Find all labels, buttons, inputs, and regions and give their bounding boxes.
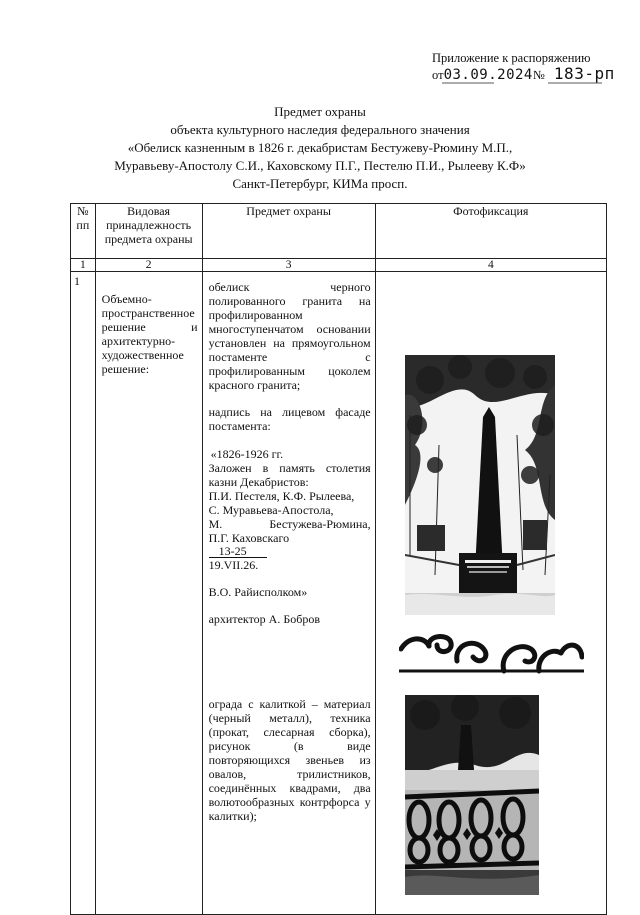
title-line-2: объекта культурного наследия федерального значения — [170, 122, 470, 137]
inscription-line: М. Бестужева-Рюмина, — [208, 517, 371, 531]
appendix-block — [432, 51, 632, 86]
column-number-row — [71, 259, 607, 272]
row-type-cell — [95, 272, 202, 915]
row-photo-cell — [375, 272, 606, 915]
appendix-underline — [442, 80, 622, 86]
inscription-line: С. Муравьева-Апостола, — [208, 503, 334, 517]
header-photo: Фотофиксация — [375, 204, 606, 259]
inscription-line: П.И. Пестеля, К.Ф. Рылеева, — [208, 489, 355, 503]
col-number-3: 3 — [202, 259, 375, 272]
inscription-line: 19.VII.26. — [208, 558, 259, 572]
inscription-line: 13-25 — [209, 545, 267, 558]
col-number-4: 4 — [375, 259, 606, 272]
header-type: Видовая принадлежность предмета охраны — [95, 204, 202, 259]
appendix-prefix: от — [432, 68, 444, 82]
fence-description: ограда с калиткой – материал (черный металл), техника (прокат, слесарная сборка), рисунок (в виде повторяющихся звеньев из овалов, трилистников, соединённых квадрами, два волютообразных контрфорса у калитки); — [208, 697, 371, 823]
title-line-5: Санкт-Петербург, КИМа просп. — [232, 176, 408, 191]
inscription-intro: надпись на лицевом фасаде постамента: — [208, 405, 371, 433]
appendix-date: 03.09.2024 — [443, 67, 533, 83]
appendix-title: Приложение к распоряжению — [432, 51, 591, 65]
fence-ornament-photo — [399, 631, 584, 677]
appendix-date-line — [432, 66, 632, 86]
fence-photo — [405, 695, 539, 895]
header-row — [71, 204, 607, 259]
appendix-num-sign: № — [532, 68, 545, 82]
obelisk-photo — [405, 355, 555, 615]
obelisk-description: обелиск черного полированного гранита на профилированном многоступенчатом основании установлен на прямоугольном постаменте с профилированным цоколем красного гранита; — [208, 280, 371, 392]
inscription-line: Заложен в память столетия казни Декабристов: — [208, 461, 371, 489]
col-number-1: 1 — [71, 259, 96, 272]
inscription-line: П.Г. Каховскаго — [208, 531, 290, 545]
title-line-4: Муравьеву-Апостолу С.И., Каховскому П.Г., Пестелю П.И., Рылееву К.Ф» — [114, 158, 526, 173]
inscription-line: В.О. Райисполком» — [208, 585, 308, 599]
architect: архитектор А. Бобров — [208, 612, 320, 626]
inscription-line: «1826-1926 гг. — [210, 447, 284, 461]
header-num: № пп — [71, 204, 96, 259]
appendix-number: 183-рп — [553, 64, 615, 83]
row-num: 1 — [71, 272, 96, 915]
table-row — [71, 272, 607, 915]
header-subject: Предмет охраны — [202, 204, 375, 259]
protection-table — [70, 203, 607, 915]
row-subject-cell — [202, 272, 375, 915]
col-number-2: 2 — [95, 259, 202, 272]
inscription-text — [209, 447, 371, 599]
document-title — [0, 103, 640, 193]
title-line-1: Предмет охраны — [274, 104, 366, 119]
row-type: Объемно-пространственное решение и архитектурно-художественное решение: — [101, 292, 198, 376]
title-line-3: «Обелиск казненным в 1826 г. декабристам Бестужеву-Рюмину М.П., — [127, 140, 513, 155]
